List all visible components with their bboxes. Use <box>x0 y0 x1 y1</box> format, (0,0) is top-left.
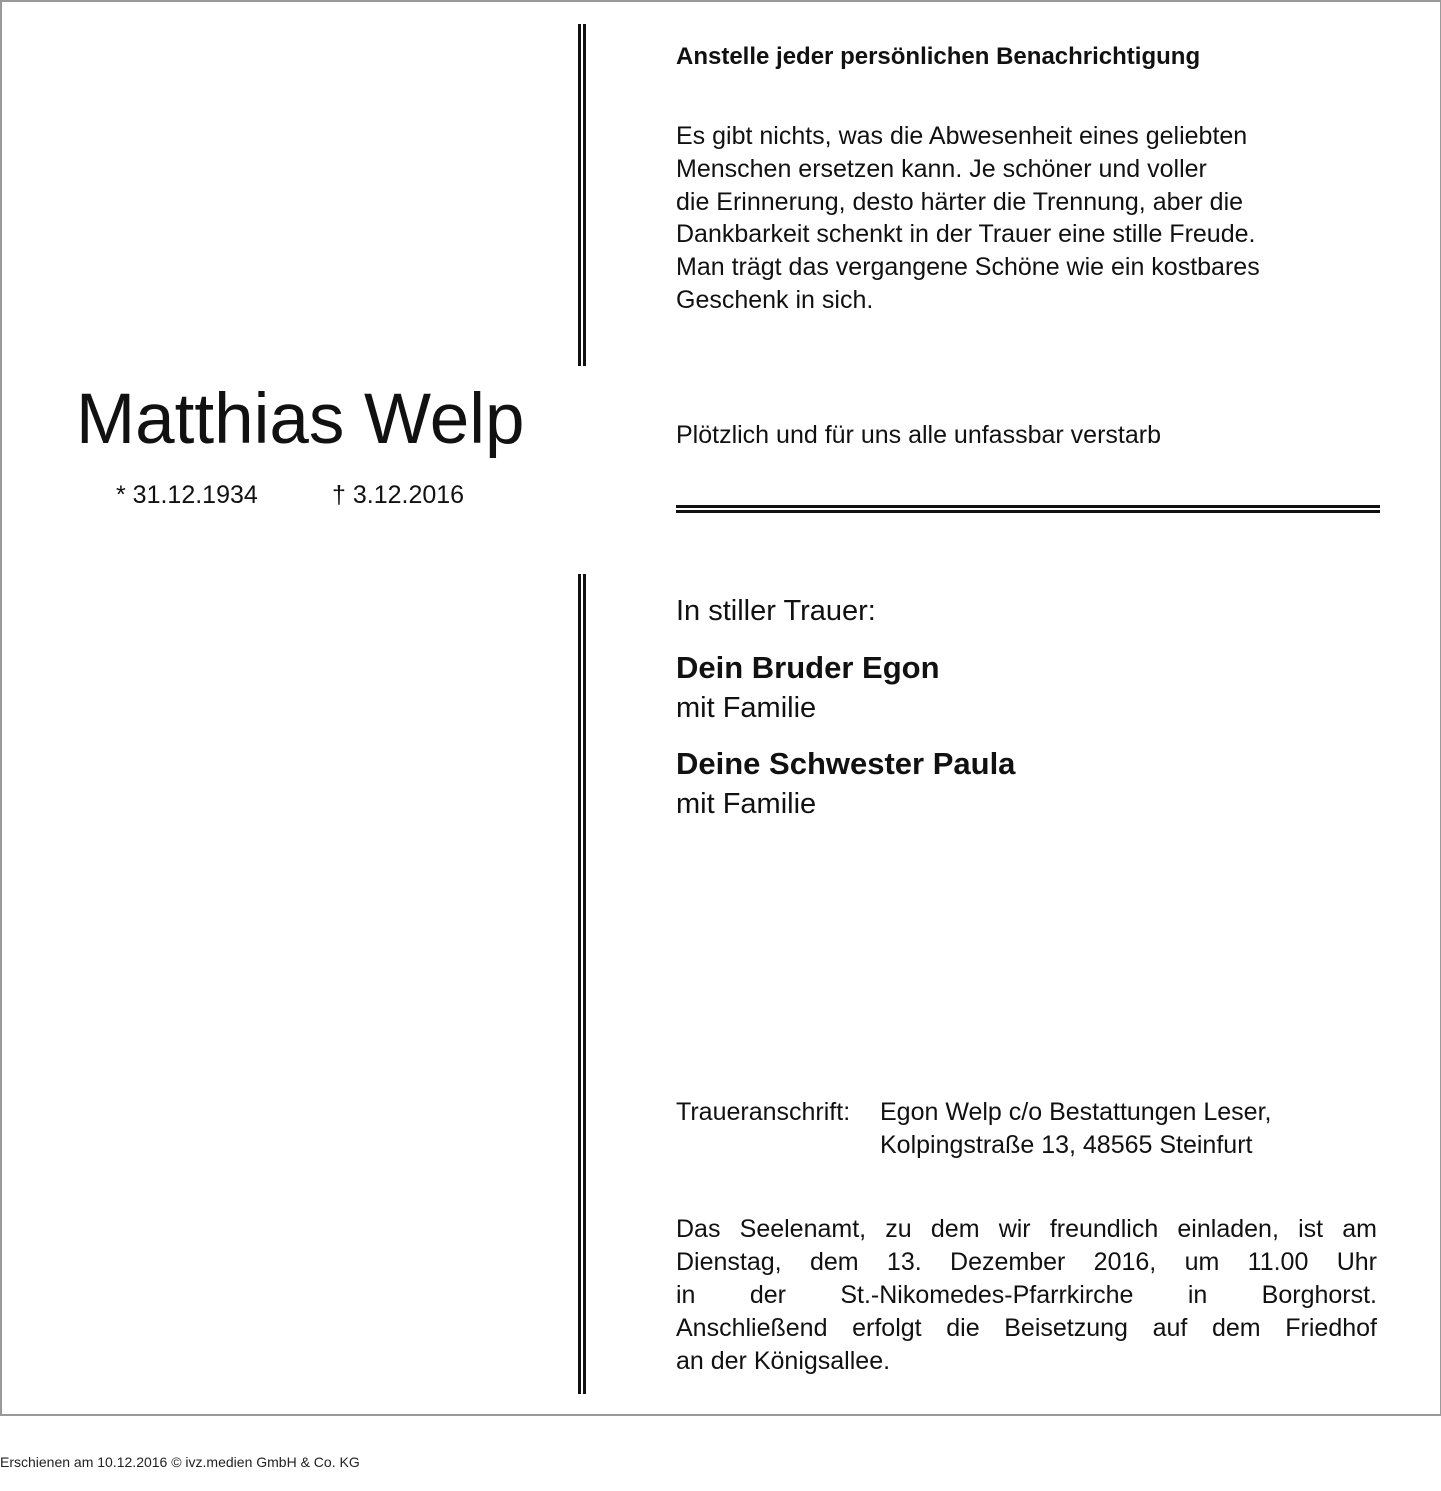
service-info <box>676 1213 1377 1378</box>
quote-line: die Erinnerung, desto härter die Trennung, aber die <box>676 187 1244 216</box>
service-line: an der Königsallee. <box>676 1347 891 1375</box>
mourner-name: Dein Bruder Egon <box>676 650 940 685</box>
publication-footer: Erschienen am 10.12.2016 © ivz.medien GmbH & Co. KG <box>0 1454 360 1470</box>
address-line: Egon Welp c/o Bestattungen Leser, <box>880 1098 1272 1126</box>
quote-line: Menschen ersetzen kann. Je schöner und voller <box>676 154 1207 183</box>
divider-vertical-bottom <box>578 574 586 1394</box>
mourner-family: mit Familie <box>676 788 817 820</box>
deceased-name: Matthias Welp <box>76 380 525 459</box>
quote-text <box>676 120 1376 317</box>
mourner-entry <box>676 744 1015 824</box>
mourner-entry <box>676 648 940 728</box>
death-date: † 3.12.2016 <box>332 481 465 509</box>
address-label: Traueranschrift: <box>676 1098 851 1126</box>
announcement-text: Plötzlich und für uns alle unfassbar verstarb <box>676 421 1161 449</box>
notice-heading: Anstelle jeder persönlichen Benachrichtigung <box>676 43 1201 70</box>
quote-line: Es gibt nichts, was die Abwesenheit eines geliebten <box>676 122 1248 150</box>
quote-line: Dankbarkeit schenkt in der Trauer eine stille Freude. <box>676 220 1256 249</box>
service-line: Das Seelenamt, zu dem wir freundlich einladen, ist am <box>676 1215 1377 1243</box>
address-line: Kolpingstraße 13, 48565 Steinfurt <box>880 1131 1253 1159</box>
quote-line: Geschenk in sich. <box>676 285 874 314</box>
mourning-intro: In stiller Trauer: <box>676 595 876 627</box>
address-text <box>880 1096 1271 1162</box>
service-line: in der St.-Nikomedes-Pfarrkirche in Borghorst. <box>676 1281 1377 1309</box>
quote-line: Man trägt das vergangene Schöne wie ein kostbares <box>676 253 1260 282</box>
service-line: Anschließend erfolgt die Beisetzung auf dem Friedhof <box>676 1314 1377 1342</box>
birth-date: * 31.12.1934 <box>116 481 258 509</box>
divider-horizontal <box>676 505 1380 513</box>
service-line: Dienstag, dem 13. Dezember 2016, um 11.00 Uhr <box>676 1248 1377 1276</box>
divider-vertical-top <box>578 24 586 366</box>
mourner-name: Deine Schwester Paula <box>676 746 1016 781</box>
mourner-family: mit Familie <box>676 692 817 724</box>
